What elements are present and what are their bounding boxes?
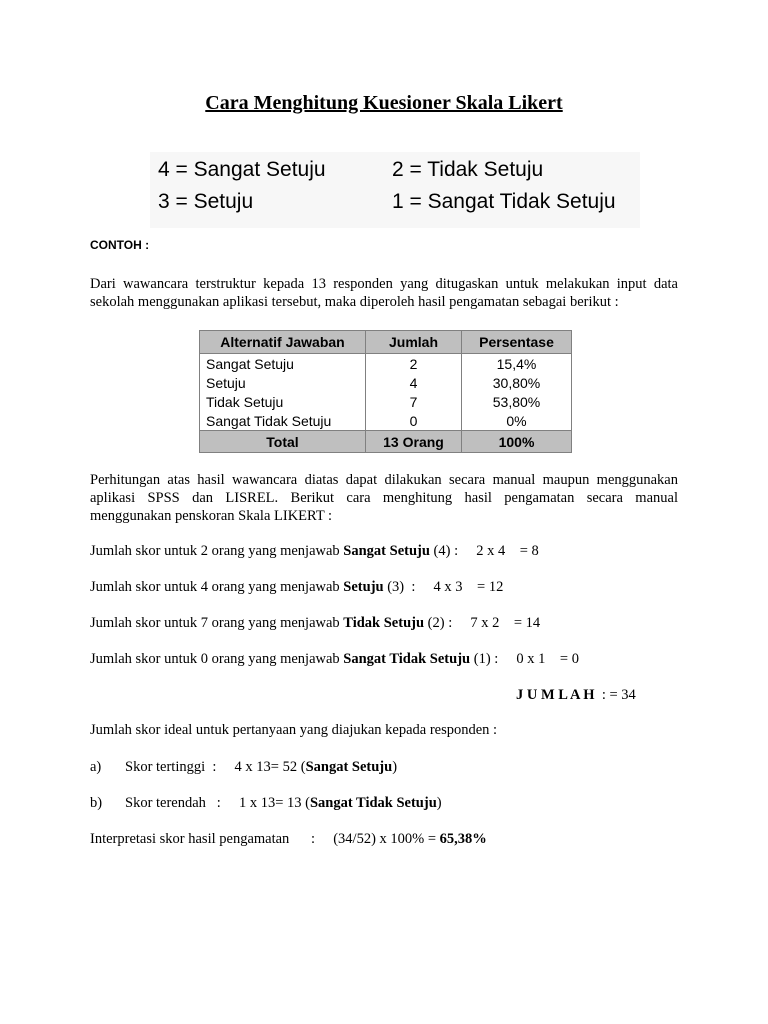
skor-line (90, 615, 540, 632)
ideal-item-text (125, 795, 442, 812)
skor-prefix: Jumlah skor untuk 7 orang yang menjawab (90, 615, 344, 631)
skor-answer: Sangat Tidak Setuju (343, 651, 471, 667)
ideal-item (90, 759, 101, 776)
table-cell: 2 (366, 354, 462, 374)
perhitungan-paragraph (90, 471, 678, 525)
interpretasi-result: 65,38% (439, 831, 487, 847)
table-cell: 30,80% (462, 373, 572, 392)
table-cell: Total (200, 431, 366, 453)
perhitungan-line-1: Perhitungan atas hasil wawancara diatas dapat dilakukan secara manual maupun menggunakan (90, 472, 678, 488)
intro-line-2: sekolah menggunakan aplikasi tersebut, maka diperoleh hasil pengamatan sebagai berikut : (90, 294, 619, 310)
scale-1-label: 1 = Sangat Tidak Setuju (392, 190, 616, 213)
list-marker: b) (90, 795, 103, 811)
table-cell: 0 (366, 411, 462, 431)
table-row (200, 411, 572, 431)
table-row (200, 354, 572, 374)
page-title: Cara Menghitung Kuesioner Skala Likert (205, 92, 563, 114)
skor-answer: Setuju (343, 579, 384, 595)
contoh-label: CONTOH : (90, 238, 150, 252)
scale-4-label: 4 = Sangat Setuju (158, 158, 326, 181)
ideal-item-text (125, 759, 397, 776)
table-cell: Sangat Tidak Setuju (200, 411, 366, 431)
skor-calc: (3) : 4 x 3 = 12 (383, 579, 504, 595)
ideal-end: ) (392, 759, 398, 775)
skor-answer: Sangat Setuju (343, 543, 430, 559)
perhitungan-line-3: menggunakan penskoran Skala LIKERT : (90, 508, 333, 524)
table-total-row (200, 431, 572, 453)
ideal-answer: Sangat Tidak Setuju (309, 795, 437, 811)
table-header: Alternatif Jawaban (200, 331, 366, 354)
intro-line-1: Dari wawancara terstruktur kepada 13 responden yang ditugaskan untuk melakukan input data (90, 276, 678, 292)
ideal-answer: Sangat Setuju (305, 759, 393, 775)
table-cell: 13 Orang (366, 431, 462, 453)
ideal-item (90, 795, 102, 812)
ideal-intro: Jumlah skor ideal untuk pertanyaan yang diajukan kepada responden : (90, 722, 498, 738)
scale-3-label: 3 = Setuju (158, 190, 254, 213)
jumlah-label: J U M L A H (516, 687, 595, 703)
interpretasi-calc: Interpretasi skor hasil pengamatan : (34/52) x 100% = (90, 831, 440, 847)
skor-prefix: Jumlah skor untuk 0 orang yang menjawab (90, 651, 344, 667)
perhitungan-line-2: aplikasi SPSS dan LISREL. Berikut cara menghitung hasil pengamatan secara manual (90, 490, 678, 506)
table-row (200, 392, 572, 411)
skor-calc: (2) : 7 x 2 = 14 (424, 615, 541, 631)
table-cell: Setuju (200, 373, 366, 392)
scale-2-label: 2 = Tidak Setuju (392, 158, 544, 181)
table-header: Persentase (462, 331, 572, 354)
skor-prefix: Jumlah skor untuk 4 orang yang menjawab (90, 579, 344, 595)
skor-calc: (4) : 2 x 4 = 8 (429, 543, 539, 559)
skor-answer: Tidak Setuju (343, 615, 425, 631)
skor-calc: (1) : 0 x 1 = 0 (470, 651, 579, 667)
interpretasi-line (90, 831, 487, 848)
table-row (200, 373, 572, 392)
table-cell: 53,80% (462, 392, 572, 411)
skor-line (90, 579, 503, 596)
table-cell: Tidak Setuju (200, 392, 366, 411)
skor-line (90, 651, 579, 668)
table-header-row (200, 331, 572, 354)
table-cell: 0% (462, 411, 572, 431)
table-header: Jumlah (366, 331, 462, 354)
table-cell: 100% (462, 431, 572, 453)
intro-paragraph (90, 275, 678, 311)
skor-line (90, 543, 539, 560)
jumlah-line (516, 687, 636, 704)
table-cell: 7 (366, 392, 462, 411)
results-table (199, 330, 572, 453)
table-cell: 4 (366, 373, 462, 392)
skor-prefix: Jumlah skor untuk 2 orang yang menjawab (90, 543, 344, 559)
ideal-calc: Skor terendah : 1 x 13= 13 ( (125, 795, 310, 811)
ideal-calc: Skor tertinggi : 4 x 13= 52 ( (125, 759, 306, 775)
table-cell: Sangat Setuju (200, 354, 366, 374)
jumlah-value: : = 34 (594, 687, 636, 703)
table-cell: 15,4% (462, 354, 572, 374)
list-marker: a) (90, 759, 102, 775)
ideal-end: ) (436, 795, 442, 811)
likert-scale-legend (150, 152, 640, 228)
